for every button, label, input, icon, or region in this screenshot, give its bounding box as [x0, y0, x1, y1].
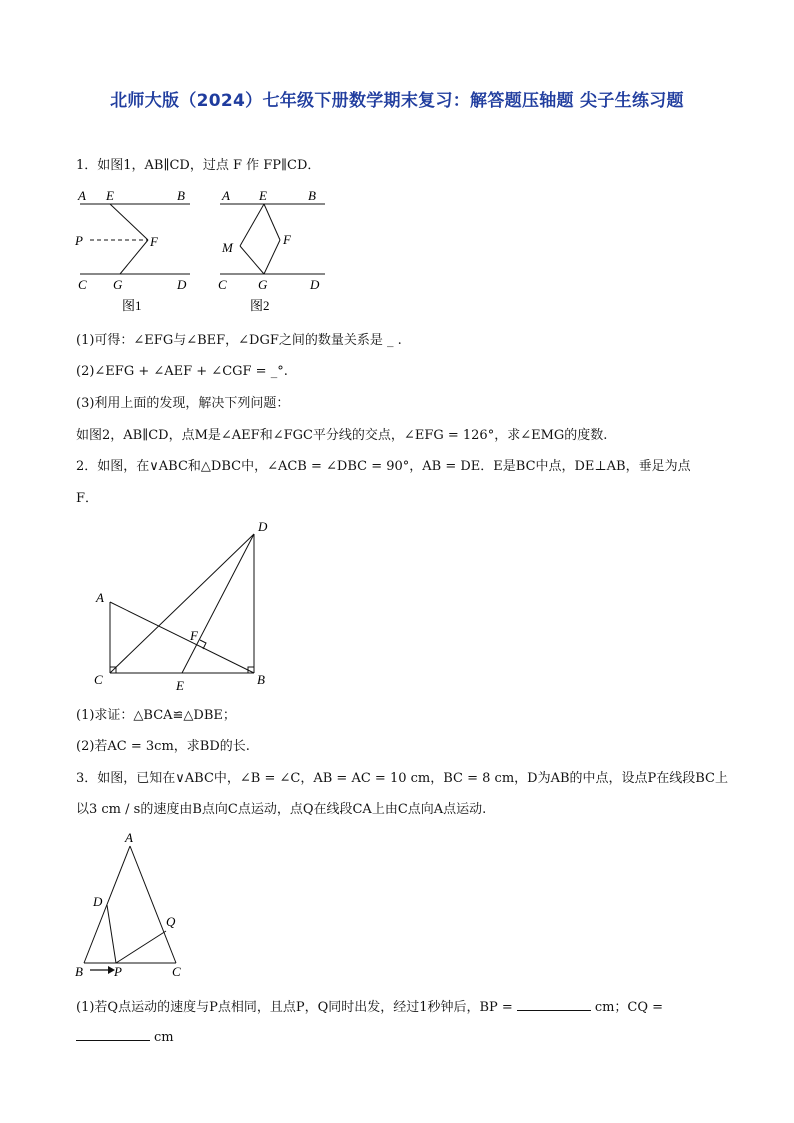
label-a: A: [78, 188, 86, 203]
q2-part-2: (2)若AC = 3cm，求BD的长.: [76, 739, 250, 754]
label-c: C: [78, 277, 87, 292]
label-f: F: [150, 234, 158, 249]
label-e: E: [259, 188, 267, 203]
q1-part-2: (2)∠EFG + ∠AEF + ∠CGF = _°.: [76, 364, 288, 379]
segment-ef: [110, 204, 148, 240]
q1-figure-1: [70, 182, 200, 317]
q1-stem: 1．如图1，AB∥CD，过点 F 作 FP∥CD．: [76, 158, 321, 173]
answer-blank-cq[interactable]: [76, 1028, 150, 1041]
label-b: B: [257, 672, 265, 687]
label-a: A: [125, 830, 133, 845]
q3-figure: [70, 828, 200, 983]
q3-part-1-unit: cm；CQ =: [594, 1000, 664, 1015]
label-q: Q: [166, 914, 176, 929]
segment-dp: [107, 905, 116, 963]
label-b: B: [75, 964, 83, 979]
q1-figure-2: [210, 182, 340, 317]
label-d: D: [93, 894, 103, 909]
segment-ab: [84, 846, 130, 963]
label-c: C: [218, 277, 227, 292]
label-c: C: [172, 964, 181, 979]
label-a: A: [222, 188, 230, 203]
label-g: G: [258, 277, 268, 292]
q3-part-1-unit-2: cm: [154, 1030, 174, 1045]
segment-fg: [264, 240, 280, 274]
label-e: E: [176, 678, 184, 693]
segment-ab: [110, 602, 254, 673]
segment-cd: [110, 534, 254, 673]
label-b: B: [308, 188, 316, 203]
q2-part-1: (1)求证：△BCA≌△DBE；: [76, 708, 236, 723]
q3-part-1-continued: [76, 1028, 174, 1047]
page-title: 北师大版（2024）七年级下册数学期末复习：解答题压轴题 尖子生练习题: [110, 91, 684, 111]
q1-part-1: (1)可得：∠EFG与∠BEF，∠DGF之间的数量关系是 _ .: [76, 333, 402, 348]
label-d: D: [310, 277, 320, 292]
label-e: E: [106, 188, 114, 203]
q2-stem-line-2: F．: [76, 491, 99, 506]
q2-stem-line-1: 2．如图，在∨ABC和△DBC中，∠ACB = ∠DBC = 90°，AB = DE．E是BC中点，DE⊥AB，垂足为点: [76, 459, 691, 474]
figure-caption: 图2: [250, 298, 270, 313]
q3-part-1-text: (1)若Q点运动的速度与P点相同，且点P，Q同时出发，经过1秒钟后，BP =: [76, 1000, 513, 1015]
q1-part-4: 如图2，AB∥CD，点M是∠AEF和∠FGC平分线的交点，∠EFG = 126°，求∠EMG的度数.: [76, 428, 608, 443]
label-p: P: [114, 964, 122, 979]
q2-figure: [88, 512, 288, 697]
segment-de: [182, 534, 254, 673]
segment-pq: [116, 931, 166, 963]
figure-caption: 图1: [122, 298, 142, 313]
q3-part-1: [76, 998, 663, 1017]
label-a: A: [96, 590, 104, 605]
segment-em: [240, 204, 264, 246]
label-c: C: [94, 672, 103, 687]
label-m: M: [222, 240, 233, 255]
segment-fg: [120, 240, 148, 274]
segment-ef: [264, 204, 280, 240]
segment-mg: [240, 246, 264, 274]
label-p: P: [75, 233, 83, 248]
q3-stem-line-2: 以3 cm / s的速度由B点向C点运动，点Q在线段CA上由C点向A点运动.: [76, 802, 487, 817]
label-b: B: [177, 188, 185, 203]
q1-part-3: (3)利用上面的发现，解决下列问题：: [76, 396, 290, 411]
segment-ac: [130, 846, 176, 963]
q3-stem-line-1: 3．如图，已知在∨ABC中，∠B = ∠C，AB = AC = 10 cm，BC = 8 cm，D为AB的中点，设点P在线段BC上: [76, 771, 728, 786]
label-d: D: [177, 277, 187, 292]
label-g: G: [113, 277, 123, 292]
answer-blank-bp[interactable]: [517, 998, 591, 1011]
label-d: D: [258, 519, 268, 534]
label-f: F: [190, 628, 198, 643]
label-f: F: [283, 232, 291, 247]
